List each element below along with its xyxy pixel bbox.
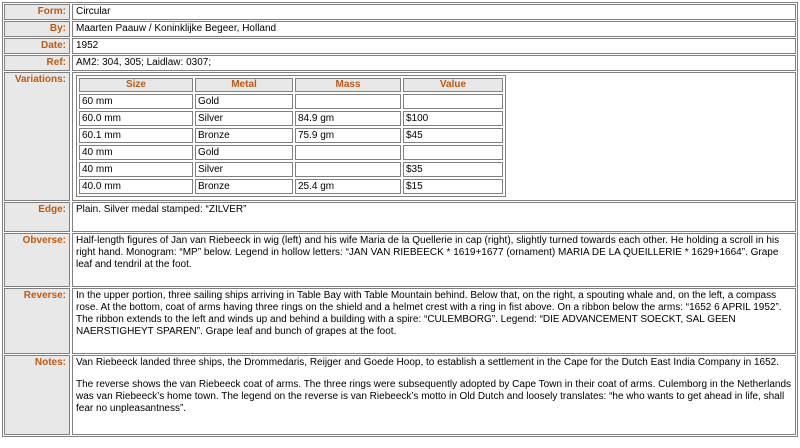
table-row — [79, 94, 503, 109]
variations-label: Variations: — [4, 72, 70, 201]
ref-row — [4, 55, 796, 71]
date-row — [4, 38, 796, 54]
cell-value: $15 — [403, 179, 503, 194]
cell-mass: 25.4 gm — [295, 179, 401, 194]
cell-mass: 75.9 gm — [295, 128, 401, 143]
form-row — [4, 4, 796, 20]
cell-mass — [295, 94, 401, 109]
notes-paragraph: Van Riebeeck landed three ships, the Drommedaris, Reijger and Goede Hoop, to establish a settlement in the Cape for the Dutch East India Company in 1652. — [76, 357, 779, 368]
edge-row — [4, 202, 796, 232]
form-label: Form: — [4, 4, 70, 20]
by-row — [4, 21, 796, 37]
cell-value: $35 — [403, 162, 503, 177]
medal-details-table — [2, 2, 798, 437]
edge-label: Edge: — [4, 202, 70, 232]
date-label: Date: — [4, 38, 70, 54]
cell-value: $45 — [403, 128, 503, 143]
header-mass: Mass — [295, 78, 401, 92]
cell-size: 40.0 mm — [79, 179, 193, 194]
notes-row — [4, 355, 796, 435]
ref-value: AM2: 304, 305; Laidlaw: 0307; — [72, 55, 796, 71]
date-value: 1952 — [72, 38, 796, 54]
cell-mass: 84.9 gm — [295, 111, 401, 126]
table-row — [79, 111, 503, 126]
cell-metal: Gold — [195, 145, 293, 160]
cell-metal: Bronze — [195, 128, 293, 143]
obverse-label: Obverse: — [4, 233, 70, 287]
cell-size: 40 mm — [79, 162, 193, 177]
header-size: Size — [79, 78, 193, 92]
variations-value — [72, 72, 796, 201]
header-metal: Metal — [195, 78, 293, 92]
cell-size: 60.1 mm — [79, 128, 193, 143]
form-value: Circular — [72, 4, 796, 20]
by-value: Maarten Paauw / Koninklijke Begeer, Holland — [72, 21, 796, 37]
cell-size: 60.0 mm — [79, 111, 193, 126]
cell-size: 60 mm — [79, 94, 193, 109]
cell-metal: Bronze — [195, 179, 293, 194]
cell-metal: Silver — [195, 162, 293, 177]
cell-value — [403, 145, 503, 160]
cell-metal: Silver — [195, 111, 293, 126]
cell-value: $100 — [403, 111, 503, 126]
cell-mass — [295, 145, 401, 160]
by-label: By: — [4, 21, 70, 37]
reverse-label: Reverse: — [4, 288, 70, 354]
cell-mass — [295, 162, 401, 177]
reverse-value: In the upper portion, three sailing ships arriving in Table Bay with Table Mountain behind. Below that, on the right, a spouting whale and, on the left, a compass rose. At the bottom, coat of arms having three rings on the shield and a helmet crest with a ring in fist above. On a ribbon below the arms: “1652 6 APRIL 1952”. The ribbon extends to the left and winds up and behind a building with a spire: “CULEMBORG”. Legend: “DIE ADVANCEMENT SOECKT, SAL GEEN NAERSTIGHEYT SPAREN”. Grape leaf and bunch of grapes at the foot. — [72, 288, 796, 354]
notes-value — [72, 355, 796, 435]
reverse-row — [4, 288, 796, 354]
cell-size: 40 mm — [79, 145, 193, 160]
variations-row — [4, 72, 796, 201]
table-row — [79, 162, 503, 177]
variations-header-row — [79, 78, 503, 92]
edge-value: Plain. Silver medal stamped: “ZILVER” — [72, 202, 796, 232]
variations-table — [76, 75, 506, 197]
table-row — [79, 128, 503, 143]
ref-label: Ref: — [4, 55, 70, 71]
table-row — [79, 145, 503, 160]
table-row — [79, 179, 503, 194]
obverse-row — [4, 233, 796, 287]
cell-metal: Gold — [195, 94, 293, 109]
cell-value — [403, 94, 503, 109]
notes-label: Notes: — [4, 355, 70, 435]
obverse-value: Half-length figures of Jan van Riebeeck in wig (left) and his wife Maria de la Quellerie in cap (right), slightly turned towards each other. He holding a scroll in his right hand. Monogram: “MP” below. Legend in hollow letters: “JAN VAN RIEBEECK * 1619+1677 (ornament) MARIA DE LA QUEILLERIE * 1629+1664”. Grape leaf and tendril at the foot. — [72, 233, 796, 287]
notes-paragraph: The reverse shows the van Riebeeck coat of arms. The three rings were subsequently adopted by Cape Town in their coat of arms. Culemborg in the Netherlands was van Riebeeck’s home town. The legend on the reverse is van Riebeeck’s motto in Old Dutch and loosely translates: “he who wants to get ahead in life, shall fear no unpleasantness”. — [76, 379, 792, 414]
header-value: Value — [403, 78, 503, 92]
